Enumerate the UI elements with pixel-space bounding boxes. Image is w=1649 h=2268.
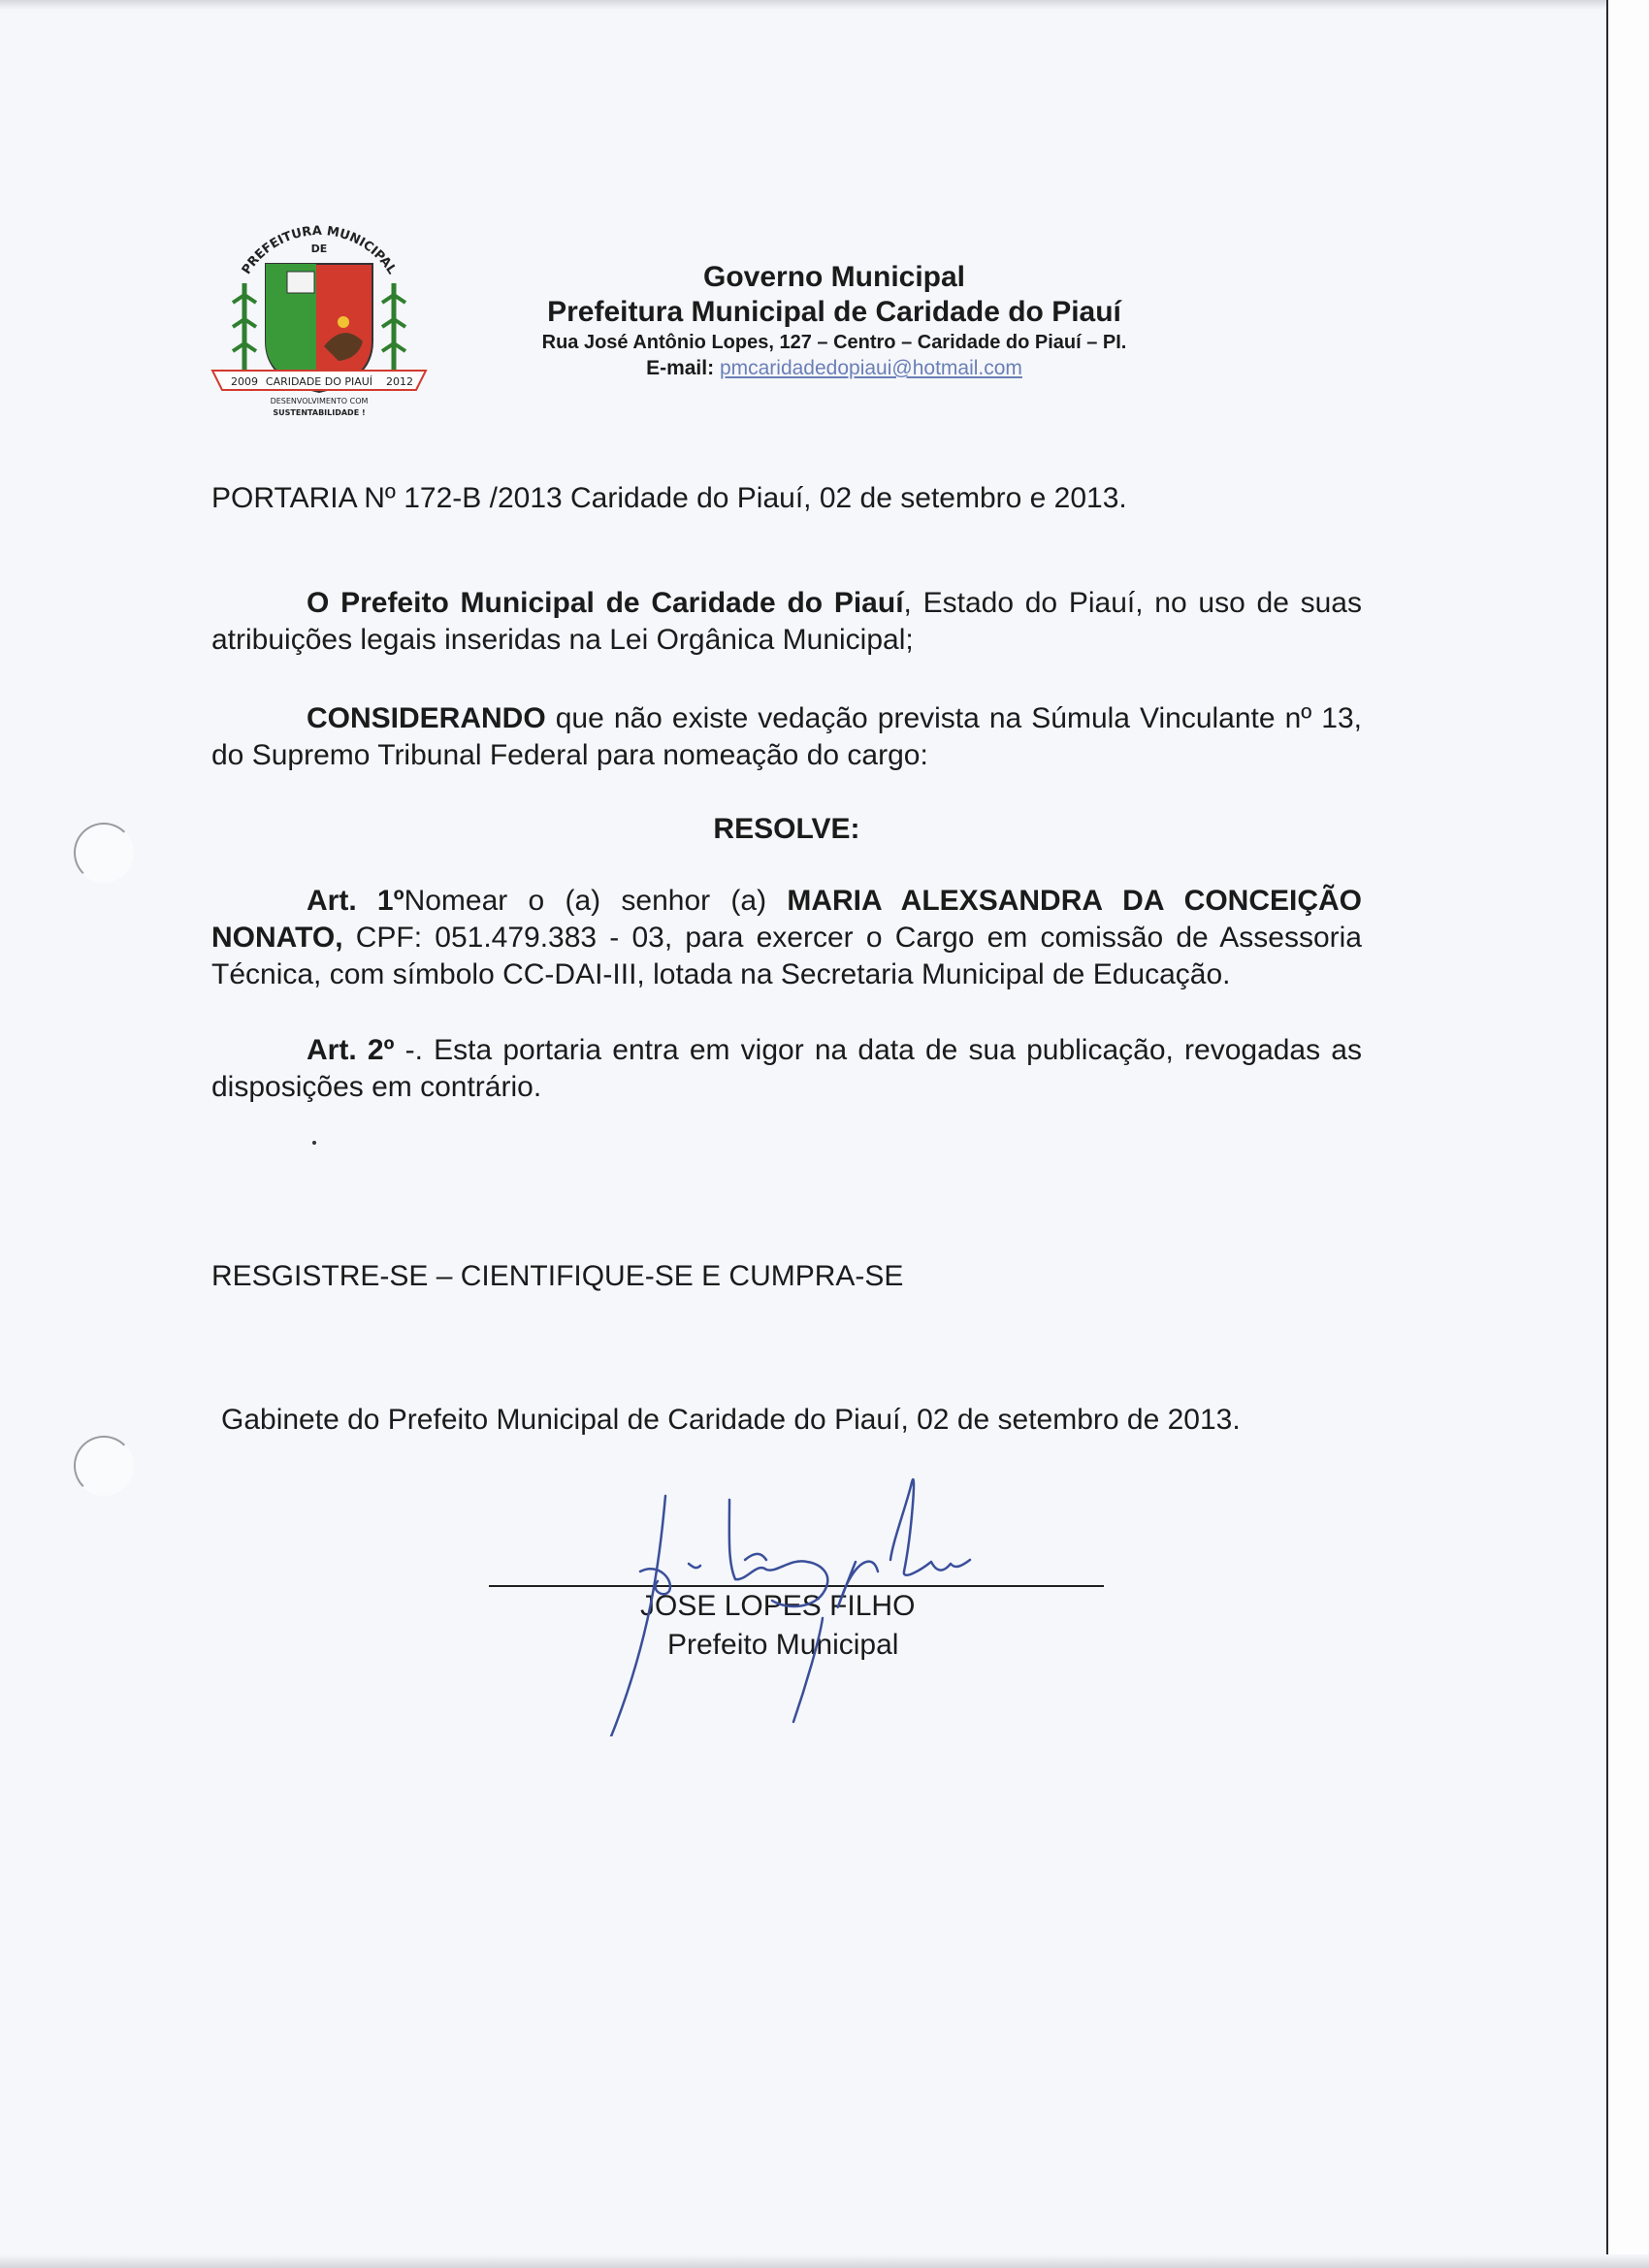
- scan-page-edge: [1606, 0, 1649, 2268]
- registre-line: RESGISTRE-SE – CIENTIFIQUE-SE E CUMPRA-SE: [211, 1260, 904, 1292]
- paragraph-considerando: [211, 700, 1362, 774]
- resolve-heading: RESOLVE:: [713, 813, 860, 845]
- scan-top-edge: [0, 0, 1649, 10]
- article-1-text-a: Nomear o (a) senhor (a): [404, 885, 788, 917]
- svg-text:DE: DE: [310, 243, 328, 255]
- svg-text:CARIDADE DO PIAUÍ: CARIDADE DO PIAUÍ: [265, 375, 373, 388]
- svg-text:DESENVOLVIMENTO COM: DESENVOLVIMENTO COM: [270, 397, 369, 405]
- letterhead-address: Rua José Antônio Lopes, 127 – Centro – Caridade do Piauí – PI.: [541, 332, 1127, 353]
- paragraph-considerando-bold: CONSIDERANDO: [307, 702, 546, 734]
- letterhead: [446, 260, 1222, 382]
- article-1-label: Art. 1º: [307, 885, 404, 917]
- article-2: [211, 1032, 1362, 1106]
- article-1-text-b: CPF: 051.479.383 - 03, para exercer o Cargo em comissão de Assessoria Técnica, com símbolo CC-DAI-III, lotada na Secretaria Municipal de Educação.: [211, 922, 1362, 990]
- signatory-name: JOSE LOPES FILHO: [640, 1590, 916, 1622]
- svg-text:2009: 2009: [231, 375, 258, 388]
- article-2-label: Art. 2º: [307, 1034, 395, 1066]
- municipal-seal-logo: [208, 225, 431, 424]
- punch-hole: [74, 823, 134, 883]
- portaria-heading: PORTARIA Nº 172-B /2013 Caridade do Piauí, 02 de setembro e 2013.: [211, 482, 1127, 514]
- svg-text:2012: 2012: [386, 375, 413, 388]
- article-1: [211, 883, 1362, 993]
- letterhead-email-row: [446, 355, 1222, 382]
- punch-hole: [74, 1436, 134, 1496]
- email-label: E-mail:: [646, 357, 715, 379]
- letterhead-government: Governo Municipal: [702, 261, 966, 293]
- scan-speck: [312, 1141, 316, 1145]
- email-link[interactable]: pmcaridadedopiaui@hotmail.com: [719, 357, 1022, 379]
- scan-bottom-edge: [0, 2254, 1649, 2268]
- article-2-text: -. Esta portaria entra em vigor na data de sua publicação, revogadas as disposições em contrário.: [211, 1034, 1362, 1103]
- article-1-name: MARIA ALEXSANDRA DA CONCEIÇÃO NONATO,: [211, 885, 1362, 954]
- svg-text:SUSTENTABILIDADE !: SUSTENTABILIDADE !: [273, 408, 366, 417]
- paragraph-prefeito: [211, 585, 1362, 659]
- letterhead-prefeitura: Prefeitura Municipal de Caridade do Piauí: [547, 296, 1121, 328]
- gabinete-line: Gabinete do Prefeito Municipal de Caridade do Piauí, 02 de setembro de 2013.: [221, 1404, 1241, 1436]
- svg-text:PREFEITURA MUNICIPAL: PREFEITURA MUNICIPAL: [239, 225, 400, 277]
- handwritten-signature: [582, 1445, 1106, 1736]
- paragraph-considerando-text: que não existe vedação prevista na Súmula Vinculante nº 13, do Supremo Tribunal Federal para nomeação do cargo:: [211, 702, 1362, 771]
- signatory-title: Prefeito Municipal: [667, 1629, 899, 1661]
- paragraph-prefeito-text: , Estado do Piauí, no uso de suas atribuições legais inseridas na Lei Orgânica Municipal;: [211, 587, 1362, 656]
- paragraph-prefeito-bold: O Prefeito Municipal de Caridade do Piauí: [307, 587, 904, 619]
